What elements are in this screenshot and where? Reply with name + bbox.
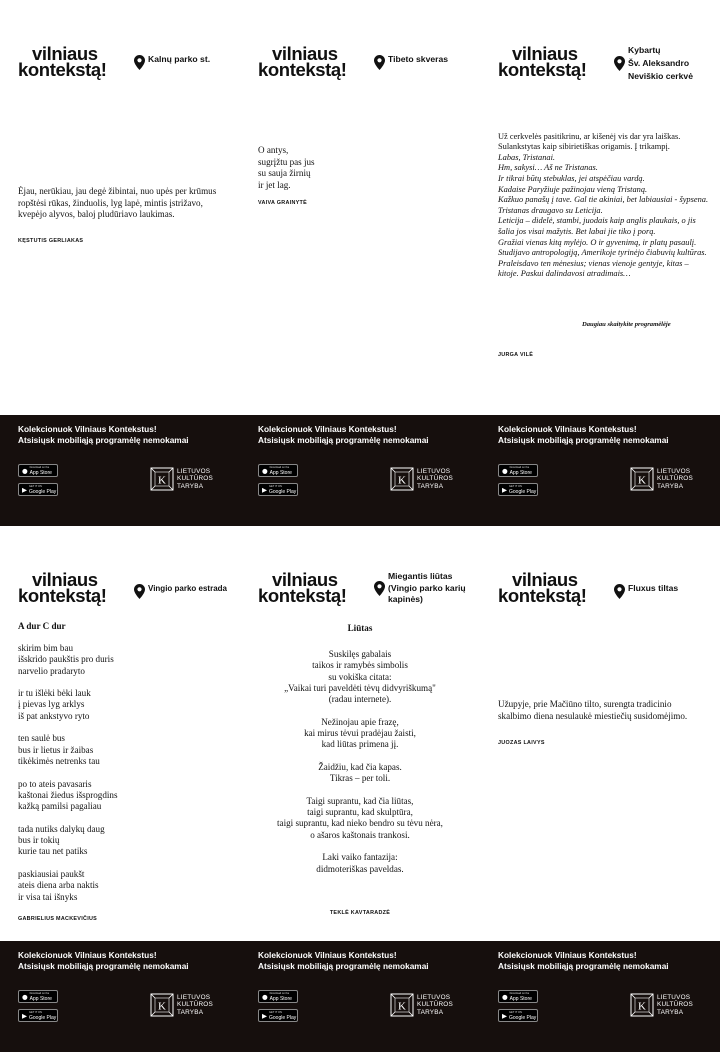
google-play-small: GET IT ON	[29, 485, 42, 488]
read-more-note: Daugiau skaitykite programėlėje	[582, 321, 671, 328]
lkt-emblem-icon	[630, 993, 654, 1017]
brand-line-1: vilniaus	[272, 43, 338, 64]
promo-text	[258, 950, 472, 972]
promo-line-2: Atsisiųsk mobiliąją programėlę nemokamai	[498, 435, 669, 445]
lkt-line-2: KULTŪROS	[417, 1001, 453, 1009]
story-text: Ėjau, nerūkiau, jau degė žibintai, nuo upės per krūmus ropštėsi rūkas, žinduolis, lyg lapė, mintis įstrižavo, kvepėjo alyvos, baloj pludūriavo laukimas.	[18, 186, 217, 220]
lkt-letter: K	[398, 474, 406, 487]
app-promo-footer	[0, 941, 240, 1052]
app-store-small: Download on the	[269, 992, 290, 995]
app-promo-footer	[0, 415, 240, 526]
promo-text	[498, 424, 712, 446]
promo-line-2: Atsisiųsk mobiliąją programėlę nemokamai	[18, 435, 189, 445]
location	[374, 571, 466, 606]
app-store-small: Download on the	[509, 992, 530, 995]
lkt-line-2: KULTŪROS	[657, 1001, 693, 1009]
postcard-vingio-estrada	[0, 526, 240, 1052]
google-play-small: GET IT ON	[509, 485, 522, 488]
google-play-label: Google Play	[509, 488, 537, 495]
app-store-label: App Store	[29, 995, 52, 1002]
lkt-letter: K	[158, 1000, 166, 1013]
brand-logo	[258, 569, 347, 606]
author-name: TEKLĖ KAVTARADZĖ	[329, 910, 391, 916]
lkt-logo	[390, 467, 453, 491]
location-pin-icon	[614, 584, 625, 599]
google-play-label: Google Play	[269, 488, 297, 495]
apple-icon: ●	[22, 992, 28, 1001]
promo-line-1: Kolekcionuok Vilniaus Kontekstus!	[18, 950, 157, 960]
google-play-small: GET IT ON	[269, 485, 282, 488]
google-play-small: GET IT ON	[29, 1011, 42, 1014]
lkt-line-3: TARYBA	[417, 482, 444, 490]
lkt-letter: K	[398, 1000, 406, 1013]
lkt-emblem-icon	[390, 993, 414, 1017]
lkt-letter: K	[158, 474, 166, 487]
story-text: Užupyje, prie Mačiūno tilto, surengta tradicinio skalbimo diena nesulaukė miestiečių susidomėjimo.	[498, 699, 688, 721]
brand-line-1: vilniaus	[32, 43, 98, 64]
apple-icon: ●	[502, 992, 508, 1001]
promo-line-2: Atsisiųsk mobiliąją programėlę nemokamai	[258, 435, 429, 445]
promo-line-1: Kolekcionuok Vilniaus Kontekstus!	[498, 950, 637, 960]
promo-text	[498, 950, 712, 972]
location-pin-icon	[134, 584, 145, 599]
location	[374, 54, 448, 70]
lkt-emblem-icon	[630, 467, 654, 491]
promo-line-1: Kolekcionuok Vilniaus Kontekstus!	[258, 950, 397, 960]
postcard-sheet-bottom	[0, 526, 720, 1052]
apple-icon: ●	[502, 466, 508, 475]
postcard-tibeto-skveras	[240, 0, 480, 526]
app-store-label: App Store	[29, 469, 52, 476]
brand-logo	[18, 569, 107, 606]
story-text: O antys, sugrįžtu pas jus su sauja žirnių ir jet lag.	[258, 145, 315, 190]
google-play-small: GET IT ON	[269, 1011, 282, 1014]
lkt-text	[417, 468, 453, 490]
app-store-badge[interactable]	[258, 464, 298, 477]
app-store-small: Download on the	[509, 466, 530, 469]
poem-title: Liūtas	[347, 623, 373, 633]
lkt-logo	[630, 993, 693, 1017]
app-store-label: App Store	[509, 469, 532, 476]
story-letter: Labas, Tristanai. Hm, sakysi… Aš ne Tristanas. Ir tikrai būtų stebuklas, jei atspėčiau vardą. Kadaise Paryžiuje pažinojau vieną Tristaną. Kažkuo panašų į tave. Gal tie akiniai, bet labiausiai - šypsena. Tristanas draugavo su Leticija. Leticija – didelė, stambi, juodais kaip anglis plaukais, o jis šalia jos visai mažytis. Bet labai jie tiko į porą. Gražiai vienas kitą mylėjo. O ir gyvenimą, ir platų pasaulį. Studijavo antropologiją, Amerikoje tyrinėjo čiabuvių kultūras. Praleisdavo ten mėnesius; vienas vienoje gentyje, kitas – kitoje. Paskui dalindavosi atradimais…	[498, 152, 709, 279]
poem-title: A dur C dur	[18, 621, 66, 631]
author-name: KĘSTUTIS GERLIAKAS	[18, 238, 84, 244]
brand-logo	[258, 43, 347, 80]
location-pin-icon	[374, 55, 385, 70]
lkt-line-2: KULTŪROS	[177, 475, 213, 483]
play-icon: ▶	[502, 1011, 507, 1020]
app-store-label: App Store	[509, 995, 532, 1002]
google-play-label: Google Play	[29, 1014, 57, 1021]
lkt-line-1: LIETUVOS	[657, 993, 691, 1001]
google-play-label: Google Play	[269, 1014, 297, 1021]
postcard-kybartu-cerkve	[480, 0, 720, 526]
location-pin-icon	[374, 581, 385, 596]
lkt-line-3: TARYBA	[657, 1008, 684, 1016]
google-play-label: Google Play	[29, 488, 57, 495]
brand-line-1: vilniaus	[272, 569, 338, 590]
app-store-badge[interactable]	[498, 464, 538, 477]
lkt-line-1: LIETUVOS	[177, 993, 211, 1001]
play-icon: ▶	[502, 485, 507, 494]
google-play-badge[interactable]	[498, 1009, 538, 1022]
app-store-badge[interactable]	[18, 464, 58, 477]
app-store-badge[interactable]	[258, 990, 298, 1003]
brand-line-1: vilniaus	[512, 43, 578, 64]
location-name: Tibeto skveras	[388, 54, 449, 64]
brand-line-2: kontekstą!	[498, 59, 587, 80]
apple-icon: ●	[262, 466, 268, 475]
brand-line-2: kontekstą!	[498, 585, 587, 606]
lkt-line-1: LIETUVOS	[657, 467, 691, 475]
lkt-line-1: LIETUVOS	[417, 467, 451, 475]
brand-logo	[18, 43, 107, 80]
lkt-line-2: KULTŪROS	[657, 475, 693, 483]
google-play-badge[interactable]	[18, 1009, 58, 1022]
app-promo-footer	[240, 415, 480, 526]
app-store-small: Download on the	[29, 992, 50, 995]
location-pin-icon	[614, 56, 625, 71]
location-name: Kybartų Šv. Aleksandro Neviškio cerkvė	[628, 45, 693, 81]
location	[134, 54, 210, 70]
lkt-emblem-icon	[150, 993, 174, 1017]
promo-line-1: Kolekcionuok Vilniaus Kontekstus!	[498, 424, 637, 434]
lkt-line-3: TARYBA	[417, 1008, 444, 1016]
lkt-text	[177, 468, 213, 490]
postcard-kalnu-parkas	[0, 0, 240, 526]
google-play-badge[interactable]	[258, 1009, 298, 1022]
app-store-badge[interactable]	[498, 990, 538, 1003]
lkt-letter: K	[638, 1000, 646, 1013]
lkt-text	[657, 994, 693, 1016]
brand-line-2: kontekstą!	[18, 585, 107, 606]
lkt-emblem-icon	[390, 467, 414, 491]
lkt-line-1: LIETUVOS	[177, 467, 211, 475]
lkt-text	[177, 994, 213, 1016]
promo-line-1: Kolekcionuok Vilniaus Kontekstus!	[258, 424, 397, 434]
promo-line-2: Atsisiųsk mobiliąją programėlę nemokamai	[498, 961, 669, 971]
brand-line-2: kontekstą!	[18, 59, 107, 80]
location	[134, 583, 227, 599]
location	[614, 44, 693, 83]
brand-line-2: kontekstą!	[258, 585, 347, 606]
location-name: Miegantis liūtas (Vingio parko karių kapinės)	[388, 571, 466, 604]
brand-line-1: vilniaus	[32, 569, 98, 590]
location-pin-icon	[134, 55, 145, 70]
promo-text	[18, 424, 232, 446]
lkt-logo	[630, 467, 693, 491]
app-store-badge[interactable]	[18, 990, 58, 1003]
author-name: VAIVA GRAINYTĖ	[258, 200, 308, 206]
apple-icon: ●	[262, 992, 268, 1001]
story-text	[498, 121, 710, 291]
lkt-text	[417, 994, 453, 1016]
brand-logo	[498, 43, 587, 80]
postcard-fluxus-tiltas	[480, 526, 720, 1052]
lkt-line-3: TARYBA	[657, 482, 684, 490]
brand-line-1: vilniaus	[512, 569, 578, 590]
story-text: skirim bim bau išskrido paukštis pro duris narvelio pradaryto ir tu išlėki bėki lauk į pievas lyg arklys iš pat ankstyvo ryto ten saulė bus bus ir lietus ir žaibas tikėkimės netrenks tau po to ateis pavasaris kaštonai žiedus išsprogdins kažką pamilsi pagaliau tada nutiks dalykų daug bus ir tokių kurie tau net patiks paskiausiai paukšt ateis diena arba naktis ir visa tai išnyks	[18, 643, 118, 902]
lkt-letter: K	[638, 474, 646, 487]
google-play-badge[interactable]	[258, 483, 298, 496]
lkt-line-1: LIETUVOS	[417, 993, 451, 1001]
play-icon: ▶	[22, 485, 27, 494]
apple-icon: ●	[22, 466, 28, 475]
promo-line-2: Atsisiųsk mobiliąją programėlę nemokamai	[258, 961, 429, 971]
lkt-line-3: TARYBA	[177, 482, 204, 490]
promo-text	[18, 950, 232, 972]
author-name: JURGA VILĖ	[498, 352, 534, 358]
google-play-badge[interactable]	[498, 483, 538, 496]
author-name: GABRIELIUS MACKEVIČIUS	[18, 916, 98, 922]
app-store-small: Download on the	[29, 466, 50, 469]
location	[614, 583, 678, 599]
promo-text	[258, 424, 472, 446]
postcard-miegantis-liutas	[240, 526, 480, 1052]
story-text: Suskilęs gabalais taikos ir ramybės simbolis su vokiška citata: „Vaikai turi paveldėti tėvų didvyriškumą" (radau internete). Nežinojau apie frazę, kai mirus tėvui pradėjau žaisti, kad liūtas primena jį. Žaidžiu, kad čia kapas. Tikras – per toli. Taigi suprantu, kad čia liūtas, taigi suprantu, kad skulptūra, taigi suprantu, kad nieko bendro su tėvu nėra, o ašaros kaštonais trankosi. Laki vaiko fantazija: didmoteriškas paveldas.	[277, 649, 443, 874]
story-lead: Už cerkvelės pasitikrinu, ar kišenėj vis dar yra laiškas. Sulankstytas kaip sibirietiškas origamis. Į trikampį.	[498, 131, 681, 152]
lkt-logo	[150, 993, 213, 1017]
app-promo-footer	[480, 941, 720, 1052]
lkt-line-3: TARYBA	[177, 1008, 204, 1016]
lkt-emblem-icon	[150, 467, 174, 491]
app-promo-footer	[480, 415, 720, 526]
lkt-logo	[150, 467, 213, 491]
app-promo-footer	[240, 941, 480, 1052]
location-name: Fluxus tiltas	[628, 583, 679, 593]
app-store-small: Download on the	[269, 466, 290, 469]
location-name: Vingio parko estrada	[148, 584, 227, 593]
app-store-label: App Store	[269, 995, 292, 1002]
app-store-label: App Store	[269, 469, 292, 476]
lkt-text	[657, 468, 693, 490]
google-play-label: Google Play	[509, 1014, 537, 1021]
author-name: JUOZAS LAIVYS	[498, 740, 545, 746]
play-icon: ▶	[262, 485, 267, 494]
google-play-small: GET IT ON	[509, 1011, 522, 1014]
lkt-line-2: KULTŪROS	[177, 1001, 213, 1009]
promo-line-1: Kolekcionuok Vilniaus Kontekstus!	[18, 424, 157, 434]
promo-line-2: Atsisiųsk mobiliąją programėlę nemokamai	[18, 961, 189, 971]
play-icon: ▶	[262, 1011, 267, 1020]
play-icon: ▶	[22, 1011, 27, 1020]
brand-line-2: kontekstą!	[258, 59, 347, 80]
lkt-line-2: KULTŪROS	[417, 475, 453, 483]
lkt-logo	[390, 993, 453, 1017]
brand-logo	[498, 569, 587, 606]
location-name: Kalnų parko st.	[148, 54, 211, 64]
google-play-badge[interactable]	[18, 483, 58, 496]
